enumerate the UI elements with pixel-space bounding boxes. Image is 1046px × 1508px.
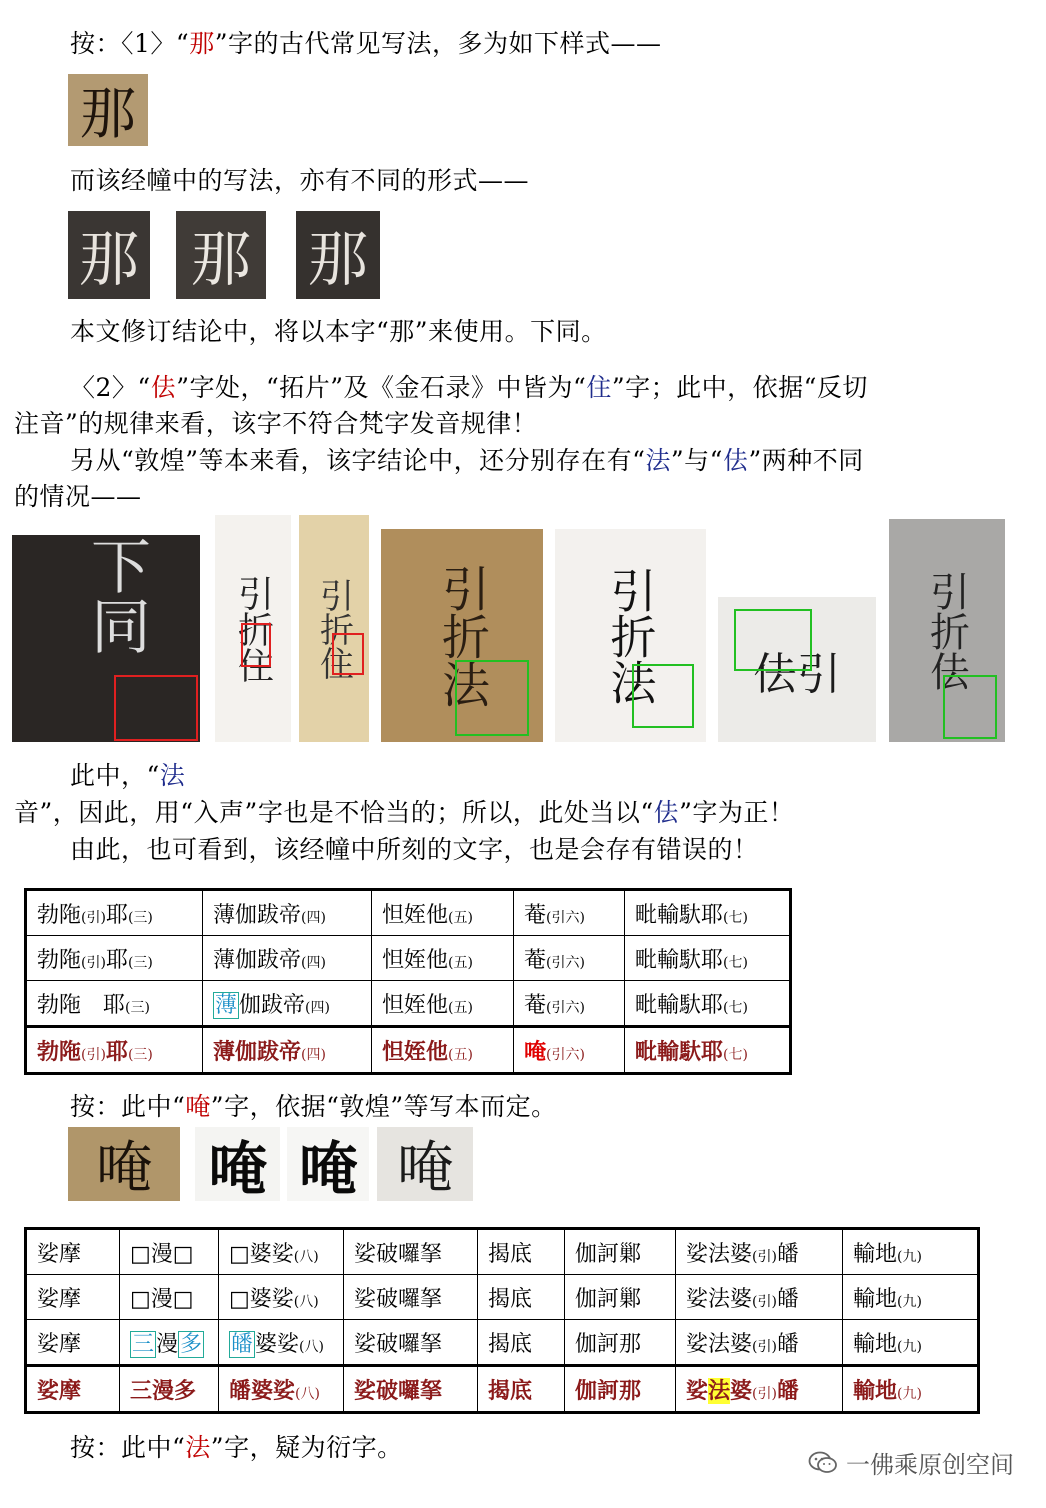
dharani-table-1 (24, 888, 792, 1075)
table-row: 勃陁(引)耶(三) 薄伽跋帝(四) 怛姪他(五) 菴(引六) 毗輸馱耶(七) (26, 936, 791, 981)
table-row: 娑摩 □漫□ □婆娑(八) 娑破囉拏 揭底 伽訶鄛 娑法婆(引)皤 輸地(九) (26, 1229, 979, 1275)
rubbing-image-1: 下同 (12, 535, 200, 742)
manuscript-image-6: 佉引 (718, 597, 876, 742)
table-row: 娑摩 三漫多 皤婆娑(八) 娑破囉拏 揭底 伽訶那 娑法婆(引)皤 輸地(九) (26, 1320, 979, 1366)
note-1: 按：〈1〉“那”字的古代常见写法，多为如下样式—— (70, 29, 662, 58)
manuscript-image-7: 引折佉 (889, 519, 1005, 742)
na-rubbing-image-1: 那 (68, 211, 150, 299)
manuscript-image-5: 引折法 (555, 529, 706, 742)
na-rubbing-image-3: 那 (296, 211, 380, 299)
manuscript-image-3: 引折住 (299, 515, 369, 742)
table-row: 勃陁(引)耶(三) 薄伽跋帝(四) 怛姪他(五) 菴(引六) 毗輸馱耶(七) (26, 890, 791, 936)
note-3c: 由此，也可看到，该经幢中所刻的文字，也是会存有错误的！ (70, 835, 759, 864)
om-image-1: 唵 (68, 1127, 180, 1201)
table-row-conclusion: 勃陁(引)耶(三) 薄伽跋帝(四) 怛姪他(五) 唵(引六) 毗輸馱耶(七) (26, 1027, 791, 1074)
wechat-icon (808, 1450, 838, 1476)
manuscript-image-4: 引折法 (381, 529, 543, 742)
note-2b: 注音”的规律来看，该字不符合梵字发音规律！ (14, 409, 538, 438)
note-3: 此中，“ (70, 761, 160, 790)
dharani-table-2 (24, 1227, 980, 1414)
note-1b: 而该经幢中的写法，亦有不同的形式—— (70, 166, 530, 195)
note-2c: 另从“敦煌”等本来看，该字结论中，还分别存在有“法”与“佉”两种不同 (70, 446, 864, 475)
note-3b: 音”，因此，用“入声”字也是不恰当的；所以，此处当以“佉”字为正！ (14, 798, 795, 827)
table-row-conclusion: 娑摩 三漫多 皤婆娑(八) 娑破囉拏 揭底 伽訶那 娑法婆(引)皤 輸地(九) (26, 1366, 979, 1413)
na-calligraphy-image: 那 (68, 74, 148, 146)
note-1c: 本文修订结论中，将以本字“那”来使用。下同。 (70, 317, 607, 346)
om-image-3: 唵 (287, 1127, 369, 1201)
note-2d: 的情况—— (14, 482, 142, 511)
om-image-2: 唵 (195, 1127, 280, 1201)
table-row: 勃陁 耶(三) 薄伽跋帝(四) 怛姪他(五) 菴(引六) 毗輸馱耶(七) (26, 981, 791, 1027)
om-image-4: 唵 (377, 1127, 473, 1201)
table-row: 娑摩 □漫□ □婆娑(八) 娑破囉拏 揭底 伽訶鄛 娑法婆(引)皤 輸地(九) (26, 1275, 979, 1320)
note-4: 按：此中“唵”字，依据“敦煌”等写本而定。 (70, 1092, 557, 1121)
watermark: 一佛乘原创空间 (808, 1445, 1014, 1480)
note-5: 按：此中“法”字，疑为衍字。 (70, 1433, 403, 1462)
note-2: 〈2〉“佉”字处，“拓片”及《金石录》中皆为“住”字；此中，依据“反切 (70, 373, 868, 402)
rubbing-image-2: 引折住 (215, 515, 291, 742)
na-rubbing-image-2: 那 (176, 211, 266, 299)
